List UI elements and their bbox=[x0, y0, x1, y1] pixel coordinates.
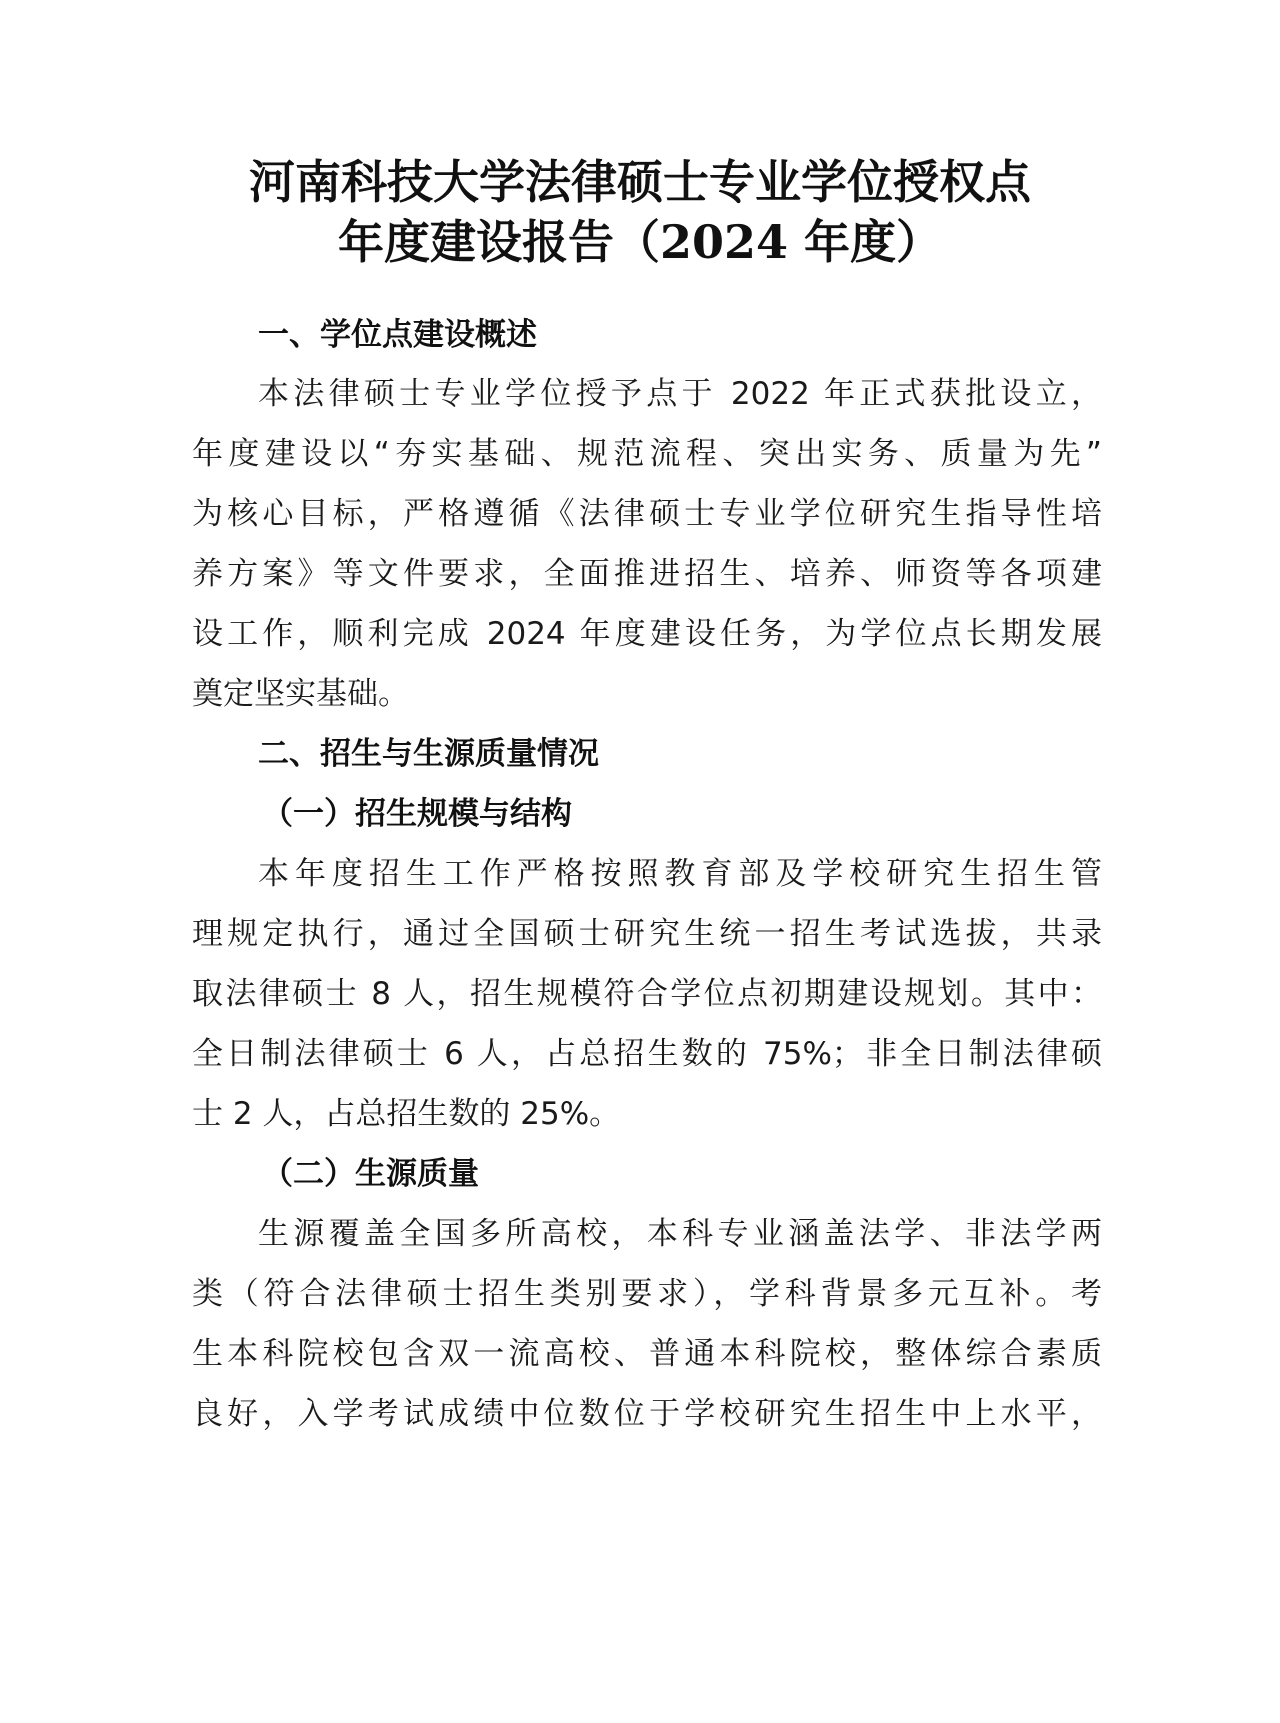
paragraph-line: 生本科院校包含双一流高校、普通本科院校，整体综合素质 bbox=[192, 1336, 1102, 1372]
paragraph-line: 理规定执行，通过全国硕士研究生统一招生考试选拔，共录 bbox=[192, 916, 1102, 952]
paragraph-line: 年度建设以“夯实基础、规范流程、突出实务、质量为先” bbox=[192, 436, 1102, 472]
subsection-heading-scale: （一）招生规模与结构 bbox=[262, 796, 572, 832]
document-title-line-1: 河南科技大学法律硕士专业学位授权点 bbox=[249, 155, 1031, 209]
paragraph-line: 良好，入学考试成绩中位数位于学校研究生招生中上水平， bbox=[192, 1396, 1102, 1432]
paragraph-line: 类（符合法律硕士招生类别要求），学科背景多元互补。考 bbox=[192, 1276, 1102, 1312]
paragraph-line: 士 2 人，占总招生数的 25%。 bbox=[192, 1096, 621, 1132]
paragraph-line: 养方案》等文件要求，全面推进招生、培养、师资等各项建 bbox=[192, 556, 1102, 592]
paragraph-line: 全日制法律硕士 6 人，占总招生数的 75%；非全日制法律硕 bbox=[192, 1036, 1102, 1072]
section-heading-overview: 一、学位点建设概述 bbox=[258, 317, 537, 353]
document-title-line-2: 年度建设报告（2024 年度） bbox=[337, 215, 943, 269]
paragraph-line: 本法律硕士专业学位授予点于 2022 年正式获批设立， bbox=[258, 376, 1102, 412]
paragraph-line: 取法律硕士 8 人，招生规模符合学位点初期建设规划。其中： bbox=[192, 976, 1102, 1012]
section-heading-enrollment: 二、招生与生源质量情况 bbox=[258, 736, 599, 772]
paragraph-line: 为核心目标，严格遵循《法律硕士专业学位研究生指导性培 bbox=[192, 496, 1102, 532]
paragraph-line: 生源覆盖全国多所高校，本科专业涵盖法学、非法学两 bbox=[258, 1216, 1102, 1252]
paragraph-line: 本年度招生工作严格按照教育部及学校研究生招生管 bbox=[258, 856, 1102, 892]
subsection-heading-quality: （二）生源质量 bbox=[262, 1156, 479, 1192]
paragraph-line: 设工作，顺利完成 2024 年度建设任务，为学位点长期发展 bbox=[192, 616, 1102, 652]
paragraph-line: 奠定坚实基础。 bbox=[192, 676, 409, 712]
